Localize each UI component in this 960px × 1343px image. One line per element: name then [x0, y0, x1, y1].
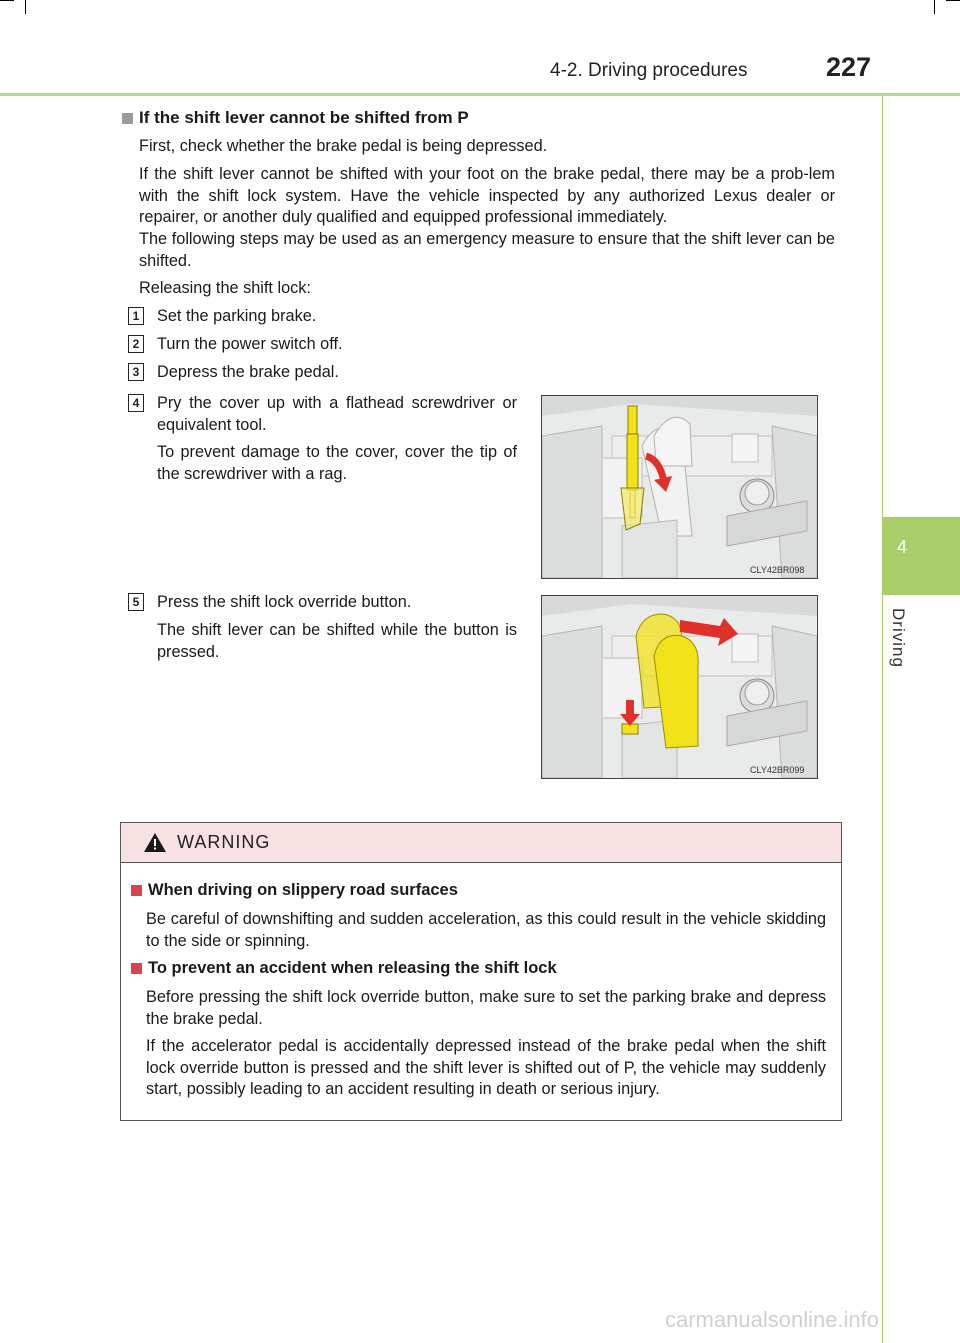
- crop-mark: [25, 0, 26, 14]
- figure-override-button: [541, 595, 818, 779]
- square-bullet-icon: [131, 885, 142, 896]
- warning-item-heading: When driving on slippery road surfaces: [131, 881, 458, 900]
- chapter-number: 4: [896, 537, 907, 557]
- step-number: 5: [128, 593, 144, 611]
- warning-triangle-icon: [143, 832, 167, 853]
- step-text: Turn the power switch off.: [157, 335, 343, 353]
- crop-mark: [0, 0, 14, 1]
- watermark: carmanualsonline.info: [665, 1307, 880, 1332]
- warning-item-heading: To prevent an accident when releasing the shift lock: [131, 959, 557, 978]
- step-number: 4: [128, 394, 144, 412]
- figure-pry-cover: [541, 395, 818, 579]
- step-number: 3: [128, 363, 144, 381]
- warning-paragraph: If the accelerator pedal is accidentally depressed instead of the brake pedal when the shift lock override button is pressed and the shift lever is shifted out of P, the vehicle may suddenly start, possibly leading to an accident resulting in death or serious injury.: [146, 1037, 826, 1098]
- step-number: 1: [128, 307, 144, 325]
- page-number: 227: [826, 52, 872, 82]
- console-illustration: [542, 596, 817, 778]
- header-rule: [0, 93, 960, 96]
- intro-paragraph: The following steps may be used as an emergency measure to ensure that the shift lever can be shifted.: [139, 230, 835, 270]
- warning-header: [121, 823, 841, 863]
- step-text: Set the parking brake.: [157, 307, 317, 325]
- section-title: If the shift lever cannot be shifted from P: [139, 108, 469, 127]
- step-text: Depress the brake pedal.: [157, 363, 339, 381]
- chapter-tab[interactable]: [882, 517, 960, 595]
- step-number: 2: [128, 335, 144, 353]
- step-note: To prevent damage to the cover, cover the tip of the screwdriver with a rag.: [157, 443, 517, 483]
- intro-paragraph: Releasing the shift lock:: [139, 279, 311, 297]
- intro-paragraph: First, check whether the brake pedal is being depressed.: [139, 137, 548, 155]
- running-header-section: 4-2. Driving procedures: [550, 60, 748, 81]
- console-illustration: [542, 396, 817, 578]
- crop-mark: [934, 0, 935, 14]
- step-text: Pry the cover up with a flathead screwdriver or equivalent tool.: [157, 394, 517, 434]
- side-tab-line: [882, 96, 883, 517]
- crop-mark: [946, 0, 960, 1]
- intro-paragraph: If the shift lever cannot be shifted with your foot on the brake pedal, there may be a prob-lem with the shift lock system. Have the vehicle inspected by any authorized Lexus dealer or repairer, or another duly qualified and equipped professional immediately.: [139, 165, 835, 226]
- side-tab-line: [882, 595, 883, 1343]
- square-bullet-icon: [122, 113, 133, 124]
- section-heading: [122, 108, 469, 128]
- square-bullet-icon: [131, 963, 142, 974]
- step-note: The shift lever can be shifted while the button is pressed.: [157, 621, 517, 661]
- step-text: Press the shift lock override button.: [157, 593, 412, 611]
- warning-box: [120, 822, 842, 1121]
- chapter-label: Driving: [889, 608, 908, 668]
- figure-code: CLY42BR099: [750, 765, 805, 775]
- warning-paragraph: Before pressing the shift lock override button, make sure to set the parking brake and depress the brake pedal.: [146, 988, 826, 1028]
- warning-paragraph: Be careful of downshifting and sudden acceleration, as this could result in the vehicle skidding to the side or spinning.: [146, 910, 826, 950]
- figure-code: CLY42BR098: [750, 565, 805, 575]
- warning-title: WARNING: [177, 832, 271, 852]
